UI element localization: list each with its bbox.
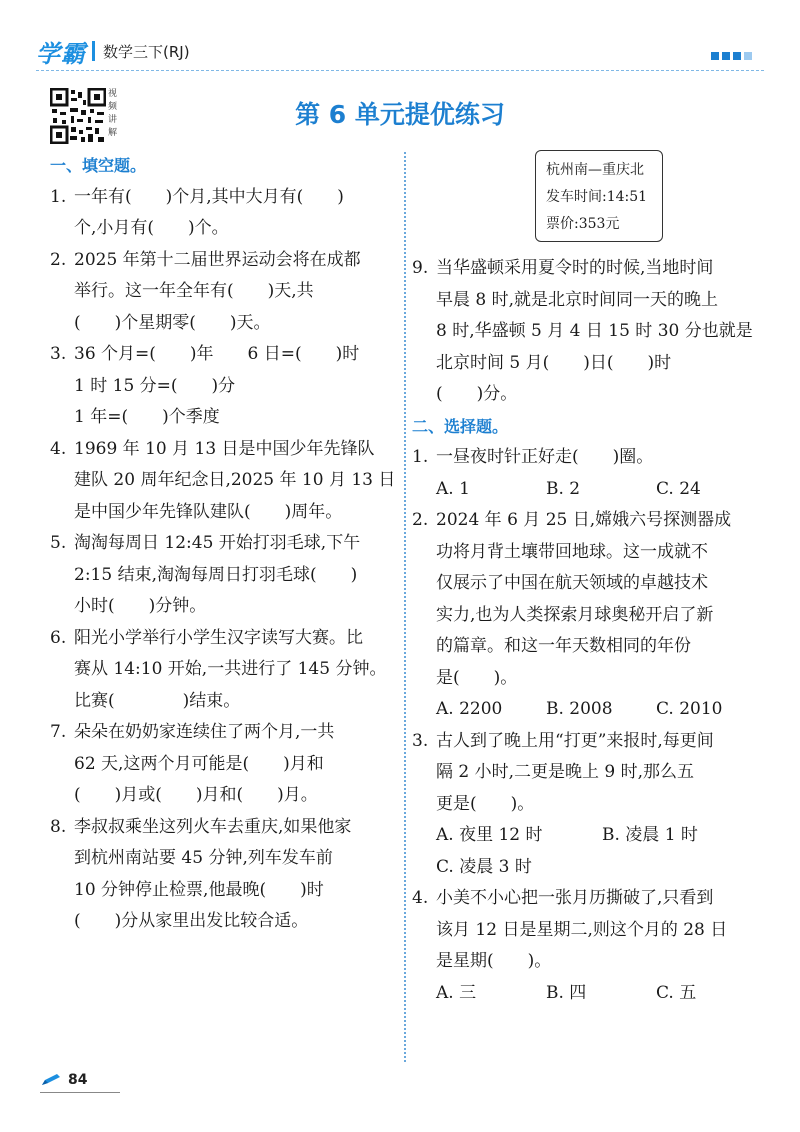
text-line: 早晨 8 时,就是北京时间同一天的晚上 <box>436 289 719 310</box>
question-text <box>436 442 756 505</box>
text-line: 古人到了晚上用“打更”来报时,每更间 <box>436 730 714 751</box>
option-a[interactable]: A. 夜里 12 时 <box>436 825 543 845</box>
choice-section-heading: 二、选择题。 <box>412 416 509 436</box>
question <box>412 442 756 505</box>
text-line: 隔 2 小时,二更是晚上 9 时,那么五 <box>436 762 695 782</box>
text-line: 1969 年 10 月 13 日是中国少年先锋队 <box>74 438 375 459</box>
answer-options <box>436 978 756 1010</box>
text-line: 李叔叔乘坐这列火车去重庆,如果他家 <box>74 816 352 837</box>
option-c[interactable]: C. 凌晨 3 时 <box>436 856 532 877</box>
text-line: 比赛( )结束。 <box>74 690 241 711</box>
text-line: 北京时间 5 月( )日( )时 <box>436 352 672 373</box>
question <box>50 623 395 718</box>
option-b[interactable]: B. 2008 <box>546 699 613 719</box>
text-line: 2:15 结束,淘淘每周日打羽毛球( ) <box>74 564 358 585</box>
question-text <box>74 717 395 812</box>
answer-options <box>436 820 756 852</box>
book-title: 数学三下(RJ) <box>103 42 190 61</box>
text-line: 淘淘每周日 12:45 开始打羽毛球,下午 <box>74 533 361 553</box>
option-c[interactable]: C. 24 <box>656 478 701 499</box>
option-a[interactable]: A. 1 <box>436 478 470 499</box>
text-line: 阳光小学举行小学生汉字读写大赛。比 <box>74 627 363 648</box>
pencil-icon <box>40 1073 62 1087</box>
ticket-price: 票价:353元 <box>546 216 620 232</box>
question-text <box>74 623 395 718</box>
question <box>412 505 756 726</box>
question-text <box>74 182 395 245</box>
text-line: 1 时 15 分=( )分 <box>74 375 236 396</box>
text-line: 一昼夜时针正好走( )圈。 <box>436 447 654 467</box>
page-number: 84 <box>68 1072 88 1088</box>
question <box>50 245 395 340</box>
header-rule <box>36 70 764 71</box>
footer-rule <box>40 1092 120 1093</box>
text-line: ( )分从家里出发比较合适。 <box>74 911 309 931</box>
page-header <box>0 0 800 70</box>
column-divider <box>404 152 406 1062</box>
question <box>50 339 395 434</box>
question-text <box>436 253 756 411</box>
question-text <box>74 434 395 529</box>
text-line: 2024 年 6 月 25 日,嫦娥六号探测器成 <box>436 510 732 530</box>
logo-divider <box>92 41 95 61</box>
question <box>412 253 756 411</box>
option-b[interactable]: B. 2 <box>546 478 581 499</box>
text-line: 是( )。 <box>436 667 518 688</box>
question <box>50 182 395 245</box>
ticket-departure: 发车时间:14:51 <box>546 189 648 205</box>
logo <box>36 34 190 68</box>
text-line: 更是( )。 <box>436 793 535 814</box>
text-line: 10 分钟停止检票,他最晚( )时 <box>74 879 324 900</box>
text-line: 仅展示了中国在航天领域的卓越技术 <box>436 573 708 593</box>
qr-label: 视频讲解 <box>108 89 118 138</box>
option-a[interactable]: A. 三 <box>436 982 477 1003</box>
question <box>412 883 756 1009</box>
text-line: 1 年=( )个季度 <box>74 407 220 427</box>
option-b[interactable]: B. 凌晨 1 时 <box>602 825 698 845</box>
text-line: 举行。这一年全年有( )天,共 <box>74 281 314 301</box>
text-line: 个,小月有( )个。 <box>74 218 229 238</box>
header-decoration <box>711 52 752 60</box>
answer-options <box>436 852 756 884</box>
option-b[interactable]: B. 四 <box>546 982 587 1003</box>
text-line: 是中国少年先锋队建队( )周年。 <box>74 501 343 522</box>
answer-options <box>436 694 756 726</box>
text-line: ( )个星期零( )天。 <box>74 312 271 333</box>
text-line: 小时( )分钟。 <box>74 596 207 616</box>
question <box>50 717 395 812</box>
fill-section-heading: 一、填空题。 <box>50 156 147 175</box>
question-number: 3. <box>412 730 429 751</box>
text-line: ( )月或( )月和( )月。 <box>74 785 318 805</box>
question-text <box>74 245 395 340</box>
question <box>412 726 756 884</box>
question-number: 4. <box>50 438 67 459</box>
ticket-route: 杭州南—重庆北 <box>546 162 644 178</box>
question-number: 8. <box>50 816 67 837</box>
question-number: 2. <box>412 510 429 530</box>
question-text <box>436 726 756 884</box>
question <box>50 434 395 529</box>
text-line: 功将月背土壤带回地球。这一成就不 <box>436 541 708 562</box>
question-number: 9. <box>412 258 429 278</box>
text-line: 小美不小心把一张月历撕破了,只看到 <box>436 888 714 908</box>
text-line: 的篇章。和这一年天数相同的年份 <box>436 636 691 656</box>
question-text <box>74 339 395 434</box>
question-text <box>74 528 395 623</box>
question <box>50 528 395 623</box>
question-number: 3. <box>50 344 67 364</box>
train-ticket <box>535 150 663 242</box>
left-column <box>50 150 395 938</box>
text-line: ( )分。 <box>436 384 518 404</box>
question-number: 1. <box>412 447 429 467</box>
question <box>50 812 395 938</box>
question-number: 2. <box>50 249 67 270</box>
text-line: 当华盛顿采用夏令时的时候,当地时间 <box>436 258 714 278</box>
text-line: 62 天,这两个月可能是( )月和 <box>74 753 324 774</box>
question-number: 1. <box>50 186 67 207</box>
answer-options <box>436 474 756 506</box>
question-text <box>74 812 395 938</box>
text-line: 一年有( )个月,其中大月有( ) <box>74 186 344 207</box>
right-column <box>412 253 756 1009</box>
text-line: 是星期( )。 <box>436 951 552 971</box>
option-a[interactable]: A. 2200 <box>436 699 503 719</box>
text-line: 赛从 14:10 开始,一共进行了 145 分钟。 <box>74 659 387 679</box>
question-number: 7. <box>50 722 67 742</box>
question-text <box>436 883 756 1009</box>
question-text <box>436 505 756 726</box>
text-line: 2025 年第十二届世界运动会将在成都 <box>74 249 361 270</box>
text-line: 实力,也为人类探索月球奥秘开启了新 <box>436 604 714 625</box>
question-number: 6. <box>50 627 67 648</box>
question-number: 4. <box>412 888 429 908</box>
text-line: 建队 20 周年纪念日,2025 年 10 月 13 日 <box>74 470 396 490</box>
page-title: 第 6 单元提优练习 <box>295 100 505 129</box>
question-number: 5. <box>50 533 67 553</box>
page-footer <box>40 1072 87 1088</box>
text-line: 朵朵在奶奶家连续住了两个月,一共 <box>74 722 335 742</box>
text-line: 36 个月=( )年 6 日=( )时 <box>74 344 360 364</box>
text-line: 到杭州南站要 45 分钟,列车发车前 <box>74 848 333 868</box>
option-c[interactable]: C. 五 <box>656 982 697 1003</box>
logo-mark: 学霸 <box>36 39 86 68</box>
text-line: 8 时,华盛顿 5 月 4 日 15 时 30 分也就是 <box>436 321 753 341</box>
text-line: 该月 12 日是星期二,则这个月的 28 日 <box>436 919 728 940</box>
option-c[interactable]: C. 2010 <box>656 699 723 719</box>
